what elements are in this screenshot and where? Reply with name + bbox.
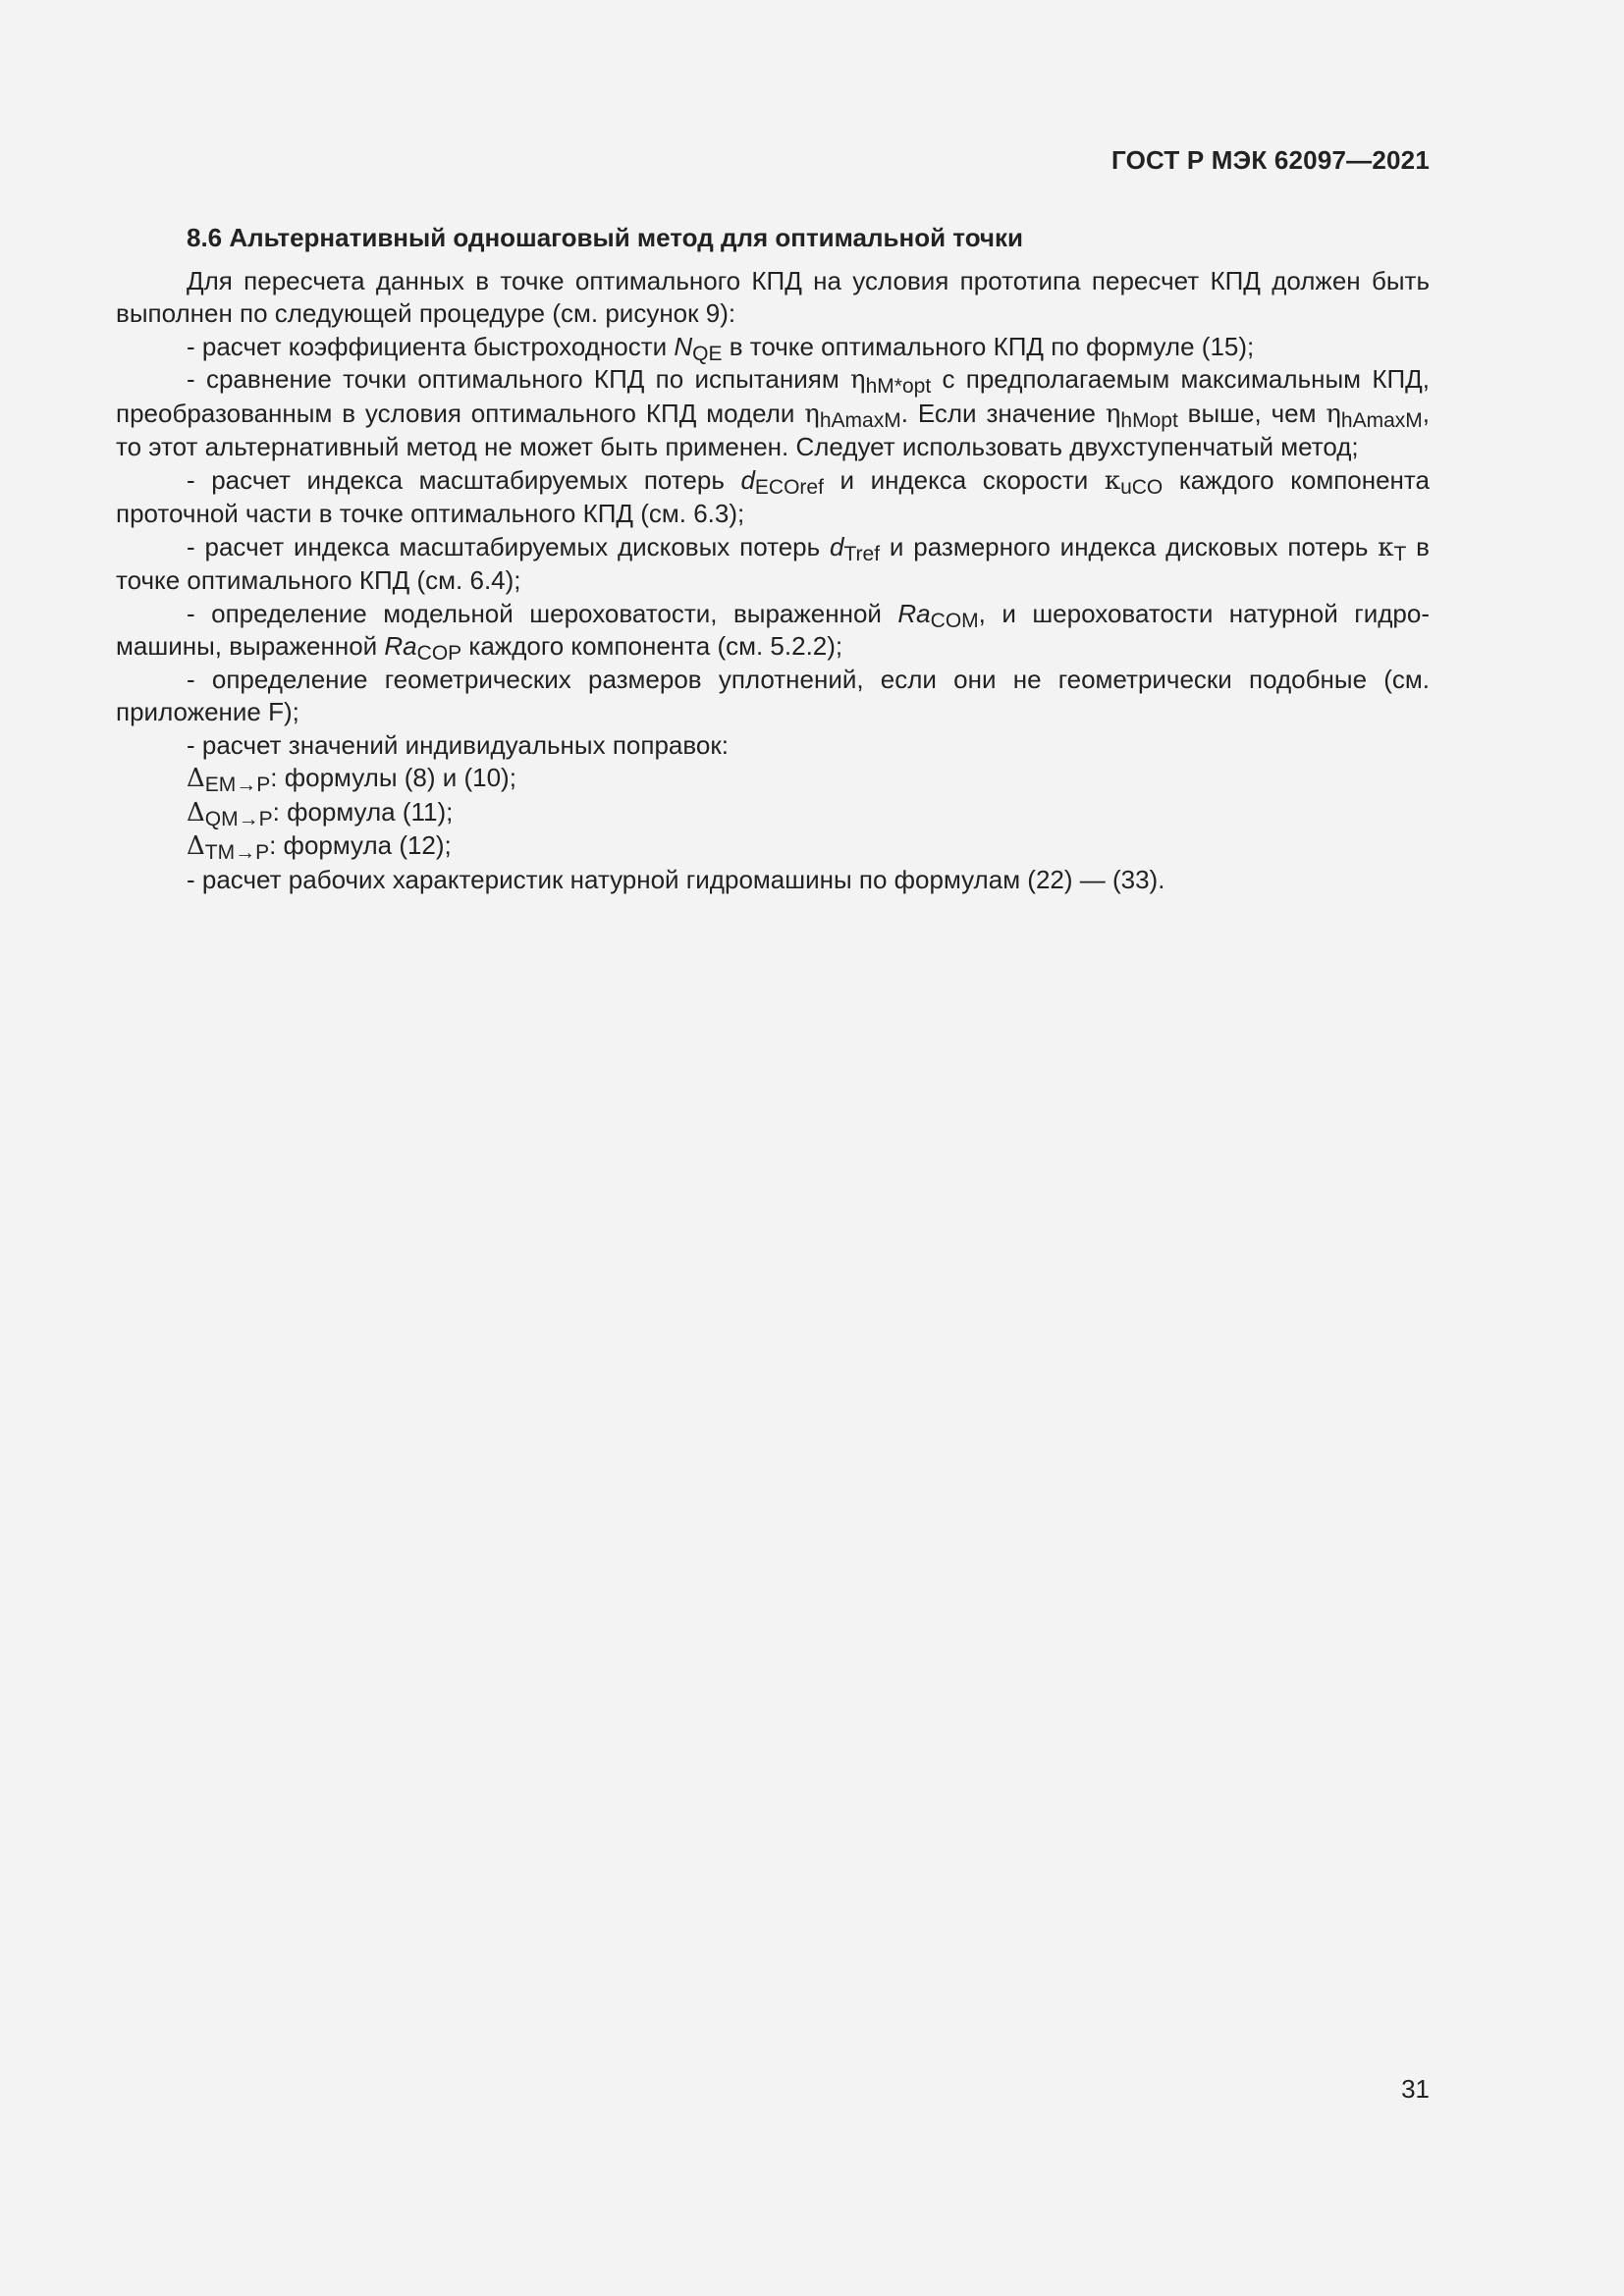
item-text: - сравнение точки оптимального КПД по испытаниям	[187, 364, 851, 394]
list-item: - определение геометрических размеров уплотнений, если они не геометрически подобные (см. приложение F);	[116, 664, 1430, 726]
subscript: hAmaxM	[1340, 408, 1423, 432]
item-text: , и шероховатости натурной гидромашины, выраженной	[116, 598, 1430, 661]
symbol: κ	[1104, 465, 1121, 496]
item-text: каждого компонента (см. 5.2.2);	[461, 631, 843, 661]
item-text: - расчет индекса масштабируемых потерь	[187, 464, 741, 495]
list-item	[116, 598, 1430, 664]
symbol: N	[674, 331, 693, 361]
page-number: 31	[1401, 2074, 1430, 2104]
correction-item	[116, 762, 1430, 796]
subscript: hAmaxM	[819, 408, 901, 432]
item-text: в точке оптимального КПД (см. 6.4);	[116, 531, 1430, 595]
list-item	[116, 331, 1430, 364]
item-text: и индекса скорости	[823, 464, 1105, 495]
item-text: и размерного индекса дисковых потерь	[880, 531, 1379, 561]
symbol: Δ	[187, 797, 205, 828]
item-text: с предполагаемым максимальным КПД, преобразованным в условия оптимального КПД модели	[116, 364, 1430, 428]
symbol: d	[830, 531, 844, 561]
subscript: QM→P	[204, 807, 273, 830]
subscript: QE	[692, 342, 723, 365]
symbol: Δ	[187, 764, 205, 793]
subscript: hMopt	[1120, 408, 1178, 432]
subscript: TM→P	[204, 841, 270, 864]
item-text: выше, чем	[1177, 398, 1326, 428]
item-text: каждого компонента проточной части в точке оптимального КПД (см. 6.3);	[116, 464, 1430, 528]
symbol: d	[740, 464, 755, 495]
intro-paragraph: Для пересчета данных в точке оптимального КПД на условия прототипа пересчет КПД должен быть выполнен по следующей процедуре (см. рисунок 9):	[116, 265, 1430, 328]
subscript: T	[1393, 542, 1407, 565]
list-item: - расчет рабочих характеристик натурной гидромашины по формулам (22) — (33).	[187, 864, 1165, 894]
section-title: 8.6 Альтернативный одношаговый метод для оптимальной точки	[187, 223, 1024, 252]
subscript: uCO	[1120, 475, 1164, 499]
item-text: : формула (12);	[269, 830, 452, 860]
item-text: . Если значение	[900, 398, 1106, 428]
subscript: COM	[930, 609, 979, 632]
symbol: Δ	[187, 831, 205, 861]
item-text: : формула (11);	[272, 796, 454, 827]
item-text: - расчет коэффициента быстроходности	[187, 331, 675, 361]
list-item	[116, 464, 1430, 531]
item-text: в точке оптимального КПД по формуле (15);	[722, 331, 1255, 361]
subscript: COP	[416, 642, 462, 665]
symbol: Ra	[897, 598, 931, 628]
list-item	[116, 363, 1430, 464]
correction-item	[116, 796, 1430, 830]
subscript: Tref	[843, 542, 881, 565]
symbol: κ	[1378, 532, 1394, 562]
symbol: η	[804, 399, 820, 429]
list-item: - расчет значений индивидуальных поправок:	[187, 729, 729, 760]
correction-item	[116, 829, 1430, 864]
subscript: hM*opt	[865, 375, 932, 398]
symbol: η	[1105, 399, 1121, 429]
item-text: , то этот альтернативный метод не может быть применен. Следует использовать двухступенчатый метод;	[116, 398, 1431, 461]
document-header: ГОСТ Р МЭК 62097—2021	[1110, 145, 1430, 175]
list-item	[116, 531, 1430, 598]
subscript: EM→P	[204, 774, 271, 796]
symbol: Ra	[384, 631, 417, 661]
symbol: η	[850, 365, 866, 395]
document-body	[116, 222, 1430, 896]
subscript: ECOref	[754, 475, 824, 499]
item-text: - расчет индекса масштабируемых дисковых потерь	[187, 531, 831, 561]
item-text: : формулы (8) и (10);	[270, 763, 516, 792]
item-text: - определение модельной шероховатости, выраженной	[187, 598, 898, 628]
symbol: η	[1326, 399, 1341, 429]
